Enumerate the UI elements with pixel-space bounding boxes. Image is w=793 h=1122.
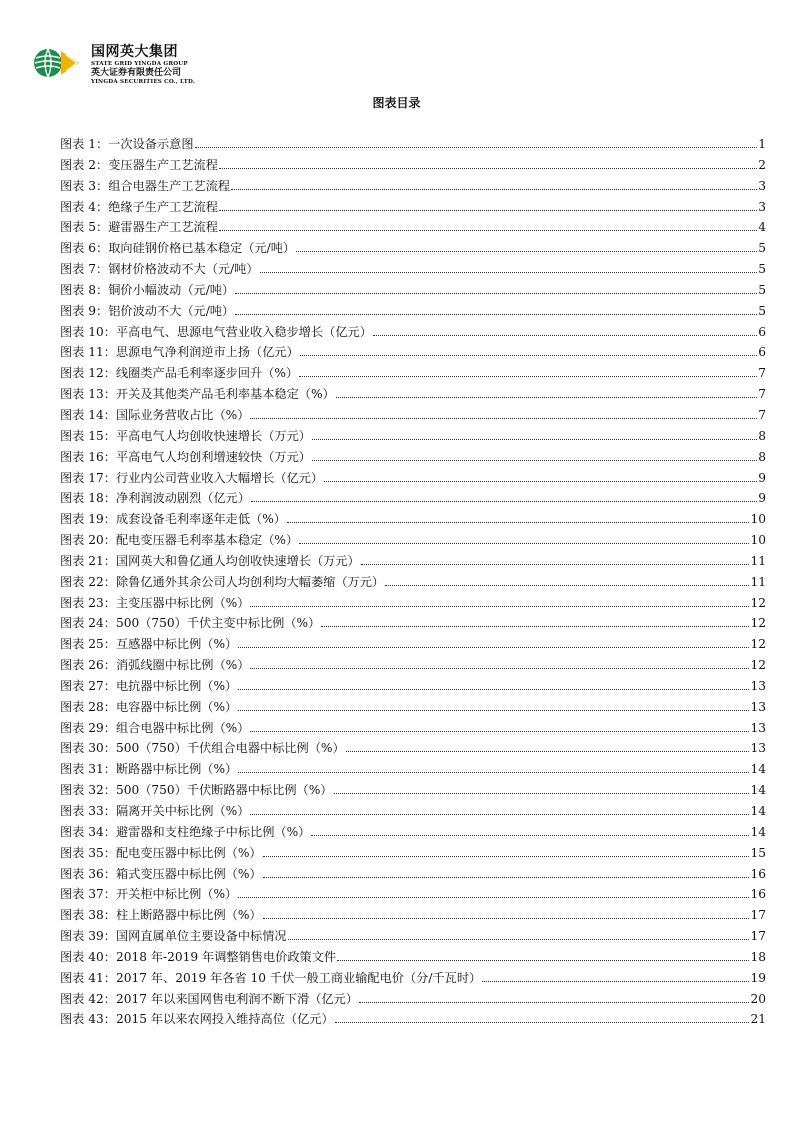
toc-entry[interactable] <box>60 385 766 406</box>
dot-leader <box>336 396 758 398</box>
toc-entry[interactable] <box>60 677 766 698</box>
toc-entry[interactable] <box>60 698 766 719</box>
toc-entry-title: 国网直属单位主要设备中标情况 <box>115 929 287 944</box>
toc-entry-page: 9 <box>758 470 766 485</box>
toc-entry-page: 12 <box>750 658 766 673</box>
toc-entry-title: 思源电气净利润逆市上扬（亿元） <box>115 345 299 360</box>
toc-entry-title: 箱式变压器中标比例（%） <box>115 866 262 881</box>
toc-entry-page: 21 <box>750 1012 766 1027</box>
dot-leader <box>311 834 749 836</box>
company-name-en: STATE GRID YINGDA GROUP <box>91 61 188 67</box>
toc-entry-label: 图表 11： <box>60 345 116 360</box>
toc-entry[interactable] <box>60 135 766 156</box>
toc-entry-page: 11 <box>750 574 766 589</box>
toc-entry-page: 16 <box>750 887 766 902</box>
dot-leader <box>324 480 757 482</box>
toc-entry-title: 铝价波动不大（元/吨） <box>108 303 235 318</box>
page-title: 图表目录 <box>372 96 421 110</box>
dot-leader <box>195 146 758 148</box>
toc-entry[interactable] <box>60 781 766 802</box>
toc-entry-page: 13 <box>750 741 766 756</box>
dot-leader <box>296 250 757 252</box>
dot-leader <box>250 605 749 607</box>
toc-entry-title: 开关及其他类产品毛利率基本稳定（%） <box>115 387 335 402</box>
toc-entry-page: 4 <box>758 220 766 235</box>
dot-leader <box>251 500 757 502</box>
dot-leader <box>346 750 750 752</box>
toc-entry-title: 隔离开关中标比例（%） <box>115 804 250 818</box>
dot-leader <box>334 792 750 794</box>
toc-entry[interactable] <box>60 573 766 594</box>
toc-entry[interactable] <box>60 198 766 219</box>
dot-leader <box>287 521 750 523</box>
toc-entry-page: 5 <box>758 282 766 297</box>
toc-entry[interactable] <box>60 364 766 385</box>
toc-entry[interactable] <box>60 594 766 615</box>
dot-leader <box>300 354 757 356</box>
toc-entry-label: 图表 4： <box>60 199 109 214</box>
toc-entry-title: 配电变压器毛利率基本稳定（%） <box>115 533 299 548</box>
toc-entry-title: 取向硅钢价格已基本稳定（元/吨） <box>108 241 296 256</box>
securities-name-cn: 英大证券有限责任公司 <box>91 68 182 78</box>
toc-entry-label: 图表 37： <box>60 887 116 902</box>
toc-entry[interactable] <box>60 1010 766 1031</box>
toc-entry-title: 线圈类产品毛利率逐步回升（%） <box>115 366 299 381</box>
toc-entry[interactable] <box>60 343 766 364</box>
toc-entry[interactable] <box>60 823 766 844</box>
dot-leader <box>250 730 749 732</box>
dot-leader <box>263 917 750 919</box>
toc-entry-label: 图表 40： <box>60 949 116 964</box>
toc-entry[interactable] <box>60 302 766 323</box>
toc-entry[interactable] <box>60 218 766 239</box>
toc-entry-title: 配电变压器中标比例（%） <box>115 845 262 860</box>
toc-entry-label: 图表 9： <box>60 303 109 318</box>
toc-entry-title: 铜价小幅波动（元/吨） <box>108 282 235 297</box>
toc-entry[interactable] <box>60 177 766 198</box>
dot-leader <box>288 938 750 940</box>
toc-entry-page: 17 <box>750 908 766 923</box>
table-of-figures <box>60 135 766 1031</box>
dot-leader <box>238 771 749 773</box>
toc-entry-title: 净利润波动剧烈（亿元） <box>115 491 251 506</box>
toc-entry[interactable] <box>60 802 766 823</box>
dot-leader <box>250 813 749 815</box>
toc-entry-title: 国际业务营收占比（%） <box>115 407 250 422</box>
toc-entry-title: 500（750）千伏组合电器中标比例（%） <box>115 741 345 756</box>
toc-entry[interactable] <box>60 260 766 281</box>
toc-entry-title: 消弧线圈中标比例（%） <box>115 658 250 673</box>
toc-entry-label: 图表 10： <box>60 324 116 339</box>
toc-entry-title: 变压器生产工艺流程 <box>108 157 218 172</box>
toc-entry-page: 12 <box>750 637 766 652</box>
toc-entry-label: 图表 15： <box>60 428 116 443</box>
toc-entry-label: 图表 32： <box>60 783 116 798</box>
toc-entry[interactable] <box>60 323 766 344</box>
toc-entry-page: 6 <box>758 324 766 339</box>
toc-entry-title: 500（750）千伏主变中标比例（%） <box>115 616 321 631</box>
toc-entry-title: 平高电气人均创收快速增长（万元） <box>115 428 311 443</box>
toc-entry-title: 除鲁亿通外其余公司人均创利均大幅萎缩（万元） <box>115 574 385 589</box>
dot-leader <box>238 896 749 898</box>
toc-entry-title: 2017 年、2019 年各省 10 千伏一般工商业输配电价（分/千瓦时） <box>115 970 482 985</box>
toc-entry-label: 图表 38： <box>60 908 116 923</box>
dot-leader <box>219 167 757 169</box>
dot-leader <box>219 229 757 231</box>
toc-entry-label: 图表 21： <box>60 553 116 568</box>
toc-entry-page: 14 <box>750 824 766 839</box>
dot-leader <box>231 188 757 190</box>
toc-entry-title: 2017 年以来国网售电利润不断下滑（亿元） <box>115 991 359 1006</box>
dot-leader <box>359 1001 749 1003</box>
toc-entry-page: 8 <box>758 449 766 464</box>
toc-entry-label: 图表 33： <box>60 804 116 818</box>
toc-entry-page: 15 <box>750 845 766 860</box>
toc-entry-label: 图表 43： <box>60 1012 116 1027</box>
toc-entry-page: 5 <box>758 303 766 318</box>
toc-entry-page: 3 <box>758 199 766 214</box>
dot-leader <box>385 584 749 586</box>
toc-entry-title: 开关柜中标比例（%） <box>115 887 238 902</box>
toc-entry-title: 组合电器中标比例（%） <box>115 720 250 735</box>
toc-entry-page: 7 <box>758 366 766 381</box>
toc-entry-label: 图表 29： <box>60 720 116 735</box>
toc-entry-page: 10 <box>750 512 766 527</box>
toc-entry-label: 图表 3： <box>60 178 109 193</box>
toc-entry-label: 图表 6： <box>60 241 109 256</box>
toc-entry-title: 避雷器和支柱绝缘子中标比例（%） <box>115 824 311 839</box>
toc-entry[interactable] <box>60 531 766 552</box>
dot-leader <box>263 855 750 857</box>
toc-entry[interactable] <box>60 635 766 656</box>
toc-entry-label: 图表 5： <box>60 220 109 235</box>
dot-leader <box>321 625 749 627</box>
toc-entry-page: 9 <box>758 491 766 506</box>
toc-entry-page: 3 <box>758 178 766 193</box>
toc-entry-label: 图表 20： <box>60 533 116 548</box>
dot-leader <box>335 1021 750 1023</box>
toc-entry[interactable] <box>60 469 766 490</box>
toc-entry-page: 14 <box>750 762 766 777</box>
toc-entry-label: 图表 14： <box>60 407 116 422</box>
toc-entry-title: 电抗器中标比例（%） <box>115 678 238 693</box>
toc-entry-label: 图表 16： <box>60 449 116 464</box>
toc-entry-page: 18 <box>750 949 766 964</box>
toc-entry-title: 一次设备示意图 <box>108 137 194 151</box>
toc-entry[interactable] <box>60 614 766 635</box>
toc-entry-label: 图表 41： <box>60 970 116 985</box>
toc-entry-page: 12 <box>750 595 766 610</box>
toc-entry-title: 成套设备毛利率逐年走低（%） <box>115 512 286 527</box>
toc-entry-title: 2018 年-2019 年调整销售电价政策文件 <box>115 949 337 964</box>
toc-entry-label: 图表 8： <box>60 282 109 297</box>
toc-entry-page: 1 <box>758 137 766 151</box>
toc-entry-page: 13 <box>750 720 766 735</box>
toc-entry[interactable] <box>60 427 766 448</box>
toc-entry-label: 图表 36： <box>60 866 116 881</box>
toc-entry[interactable] <box>60 552 766 573</box>
toc-entry-page: 20 <box>750 991 766 1006</box>
toc-entry-title: 平高电气、思源电气营业收入稳步增长（亿元） <box>115 324 372 339</box>
toc-entry[interactable] <box>60 239 766 260</box>
toc-entry-label: 图表 39： <box>60 929 116 944</box>
toc-entry-page: 17 <box>750 929 766 944</box>
dot-leader <box>299 375 757 377</box>
toc-entry-label: 图表 22： <box>60 574 116 589</box>
toc-entry-page: 13 <box>750 699 766 714</box>
toc-entry-page: 6 <box>758 345 766 360</box>
toc-entry-label: 图表 27： <box>60 678 116 693</box>
toc-entry-label: 图表 42： <box>60 991 116 1006</box>
toc-entry[interactable] <box>60 948 766 969</box>
toc-entry[interactable] <box>60 760 766 781</box>
dot-leader <box>250 667 749 669</box>
dot-leader <box>263 876 750 878</box>
toc-entry[interactable] <box>60 865 766 886</box>
securities-name-en: YINGDA SECURITIES CO., LTD. <box>91 79 196 85</box>
dot-leader <box>219 209 757 211</box>
toc-entry-page: 5 <box>758 241 766 256</box>
dot-leader <box>361 563 750 565</box>
dot-leader <box>299 542 749 544</box>
toc-entry-label: 图表 28： <box>60 699 116 714</box>
toc-entry[interactable] <box>60 281 766 302</box>
toc-entry[interactable] <box>60 489 766 510</box>
dot-leader <box>312 438 757 440</box>
toc-entry[interactable] <box>60 156 766 177</box>
toc-entry-page: 7 <box>758 387 766 402</box>
dot-leader <box>235 292 757 294</box>
toc-entry[interactable] <box>60 719 766 740</box>
toc-entry[interactable] <box>60 510 766 531</box>
toc-entry-title: 500（750）千伏断路器中标比例（%） <box>115 783 333 798</box>
state-grid-logo-icon <box>33 46 87 80</box>
dot-leader <box>238 688 749 690</box>
toc-entry-title: 2015 年以来农网投入维持高位（亿元） <box>115 1012 334 1027</box>
toc-entry-title: 钢材价格波动不大（元/吨） <box>108 262 259 277</box>
toc-entry-title: 平高电气人均创利增速较快（万元） <box>115 449 311 464</box>
dot-leader <box>337 959 749 961</box>
toc-entry-label: 图表 26： <box>60 658 116 673</box>
company-header <box>33 44 293 90</box>
toc-entry-label: 图表 2： <box>60 157 109 172</box>
toc-entry-label: 图表 35： <box>60 845 116 860</box>
toc-entry-label: 图表 34： <box>60 824 116 839</box>
toc-entry-title: 柱上断路器中标比例（%） <box>115 908 262 923</box>
toc-entry-page: 10 <box>750 533 766 548</box>
toc-entry-title: 断路器中标比例（%） <box>115 762 238 777</box>
dot-leader <box>260 271 758 273</box>
toc-entry[interactable] <box>60 739 766 760</box>
toc-entry-label: 图表 12： <box>60 366 116 381</box>
toc-entry-label: 图表 18： <box>60 491 116 506</box>
toc-entry-page: 19 <box>750 970 766 985</box>
toc-entry-page: 12 <box>750 616 766 631</box>
toc-entry-label: 图表 1： <box>60 137 109 151</box>
toc-entry-title: 绝缘子生产工艺流程 <box>108 199 218 214</box>
toc-entry-page: 7 <box>758 407 766 422</box>
toc-entry[interactable] <box>60 990 766 1011</box>
dot-leader <box>238 646 749 648</box>
toc-entry-label: 图表 25： <box>60 637 116 652</box>
toc-entry[interactable] <box>60 969 766 990</box>
toc-entry-title: 行业内公司营业收入大幅增长（亿元） <box>115 470 324 485</box>
dot-leader <box>238 709 749 711</box>
dot-leader <box>482 980 749 982</box>
toc-entry[interactable] <box>60 844 766 865</box>
dot-leader <box>235 313 757 315</box>
toc-entry-page: 14 <box>750 804 766 818</box>
toc-entry[interactable] <box>60 927 766 948</box>
toc-entry-page: 13 <box>750 678 766 693</box>
dot-leader <box>312 459 757 461</box>
toc-entry[interactable] <box>60 885 766 906</box>
dot-leader <box>250 417 757 419</box>
toc-entry[interactable] <box>60 906 766 927</box>
toc-entry-label: 图表 19： <box>60 512 116 527</box>
company-name-cn: 国网英大集团 <box>91 44 178 60</box>
dot-leader <box>373 334 757 336</box>
toc-entry-page: 2 <box>758 157 766 172</box>
toc-entry-page: 16 <box>750 866 766 881</box>
toc-entry-label: 图表 31： <box>60 762 116 777</box>
toc-entry-page: 14 <box>750 783 766 798</box>
toc-entry-title: 电容器中标比例（%） <box>115 699 238 714</box>
toc-entry-title: 组合电器生产工艺流程 <box>108 178 231 193</box>
toc-entry-title: 避雷器生产工艺流程 <box>108 220 218 235</box>
toc-entry-label: 图表 24： <box>60 616 116 631</box>
toc-entry[interactable] <box>60 656 766 677</box>
toc-entry-label: 图表 17： <box>60 470 116 485</box>
toc-entry-label: 图表 13： <box>60 387 116 402</box>
toc-entry-label: 图表 23： <box>60 595 116 610</box>
toc-entry-title: 主变压器中标比例（%） <box>115 595 250 610</box>
toc-entry-label: 图表 7： <box>60 262 109 277</box>
toc-entry-label: 图表 30： <box>60 741 116 756</box>
toc-entry[interactable] <box>60 448 766 469</box>
toc-entry-page: 5 <box>758 262 766 277</box>
toc-entry-page: 8 <box>758 428 766 443</box>
toc-entry[interactable] <box>60 406 766 427</box>
toc-entry-title: 国网英大和鲁亿通人均创收快速增长（万元） <box>115 553 360 568</box>
toc-entry-page: 11 <box>750 553 766 568</box>
toc-entry-title: 互感器中标比例（%） <box>115 637 238 652</box>
